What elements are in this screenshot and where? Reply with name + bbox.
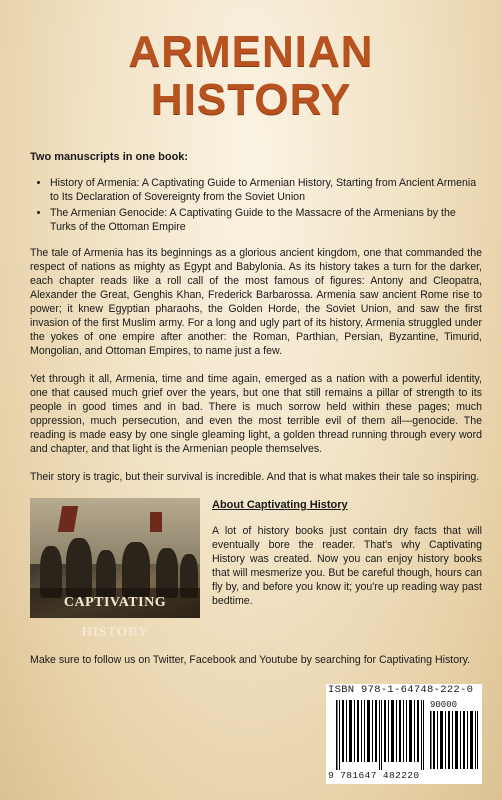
about-section xyxy=(30,498,482,646)
isbn-barcode xyxy=(326,684,482,784)
follow-note: Make sure to follow us on Twitter, Facebook and Youtube by searching for Captivating History. xyxy=(30,654,471,666)
price-barcode-bars xyxy=(430,711,478,769)
isbn-number: ISBN 978-1-64748-222-0 xyxy=(328,684,474,696)
title-line-2: HISTORY xyxy=(150,75,352,124)
captivating-history-image xyxy=(30,498,200,640)
manuscript-item: • History of Armenia: A Captivating Guide to Armenian History, Starting from Ancient Armenia to Its Declaration of Sovereignty from the Soviet Union xyxy=(50,176,482,204)
description-paragraph: Yet through it all, Armenia, time and time again, emerged as a nation with a powerful identity, one that caused much grief over the years, but one that still remains a pillar of strength to its people in good times and in bad. There is much sorrow held within these pages; much oppression, much persecution, and even the most terrible evil of them all—genocide. The reading is made easy by one single gleaming light, a golden thread running through every word and chapter, and that light is the Armenian people themselves. xyxy=(30,373,482,455)
description-paragraph: Their story is tragic, but their survival is incredible. And that is what makes their tale so inspiring. xyxy=(30,471,480,483)
image-caption: CAPTIVATING HISTORY xyxy=(30,588,200,618)
about-text: A lot of history books just contain dry facts that will eventually bore the reader. That's why Captivating History was created. Now you can enjoy history books that will mesmerize you. But be careful though, hours can fly by, and before you know it; you're up reading way past bedtime. xyxy=(212,525,482,607)
back-cover-content xyxy=(30,150,482,646)
title-line-1: ARMENIAN xyxy=(128,27,374,76)
manuscript-item: • The Armenian Genocide: A Captivating Guide to the Massacre of the Armenians by the Turks of the Ottoman Empire xyxy=(50,206,482,234)
manuscripts-lead: Two manuscripts in one book: xyxy=(30,151,189,163)
manuscripts-list xyxy=(30,176,482,234)
price-code: 90000 xyxy=(430,700,458,710)
barcode-bars xyxy=(336,700,424,770)
about-heading: About Captivating History xyxy=(212,499,348,511)
book-title xyxy=(0,28,502,124)
description-paragraph: The tale of Armenia has its beginnings as a glorious ancient kingdom, one that commanded the respect of nations as mighty as Egypt and Babylonia. As its history takes a turn for the darker, each chapter reads like a roll call of the most famous of figures: Antony and Cleopatra, Alexander the Great, Genghis Khan, Frederick Barbarossa. Armenia saw ancient Rome rise to power; it knew Egyptian pharaohs, the Golden Horde, the Soviet Union, and saw the first invasion of the first Muslim army. For a long and ugly part of its history, Armenia struggled under the yokes of one empire after another: the Roman, Parthian, Persian, Byzantine, Timurid, Mongolian, and Ottoman Empires, to name just a few. xyxy=(30,247,482,357)
ean-number: 9 781647 482220 xyxy=(328,770,420,781)
